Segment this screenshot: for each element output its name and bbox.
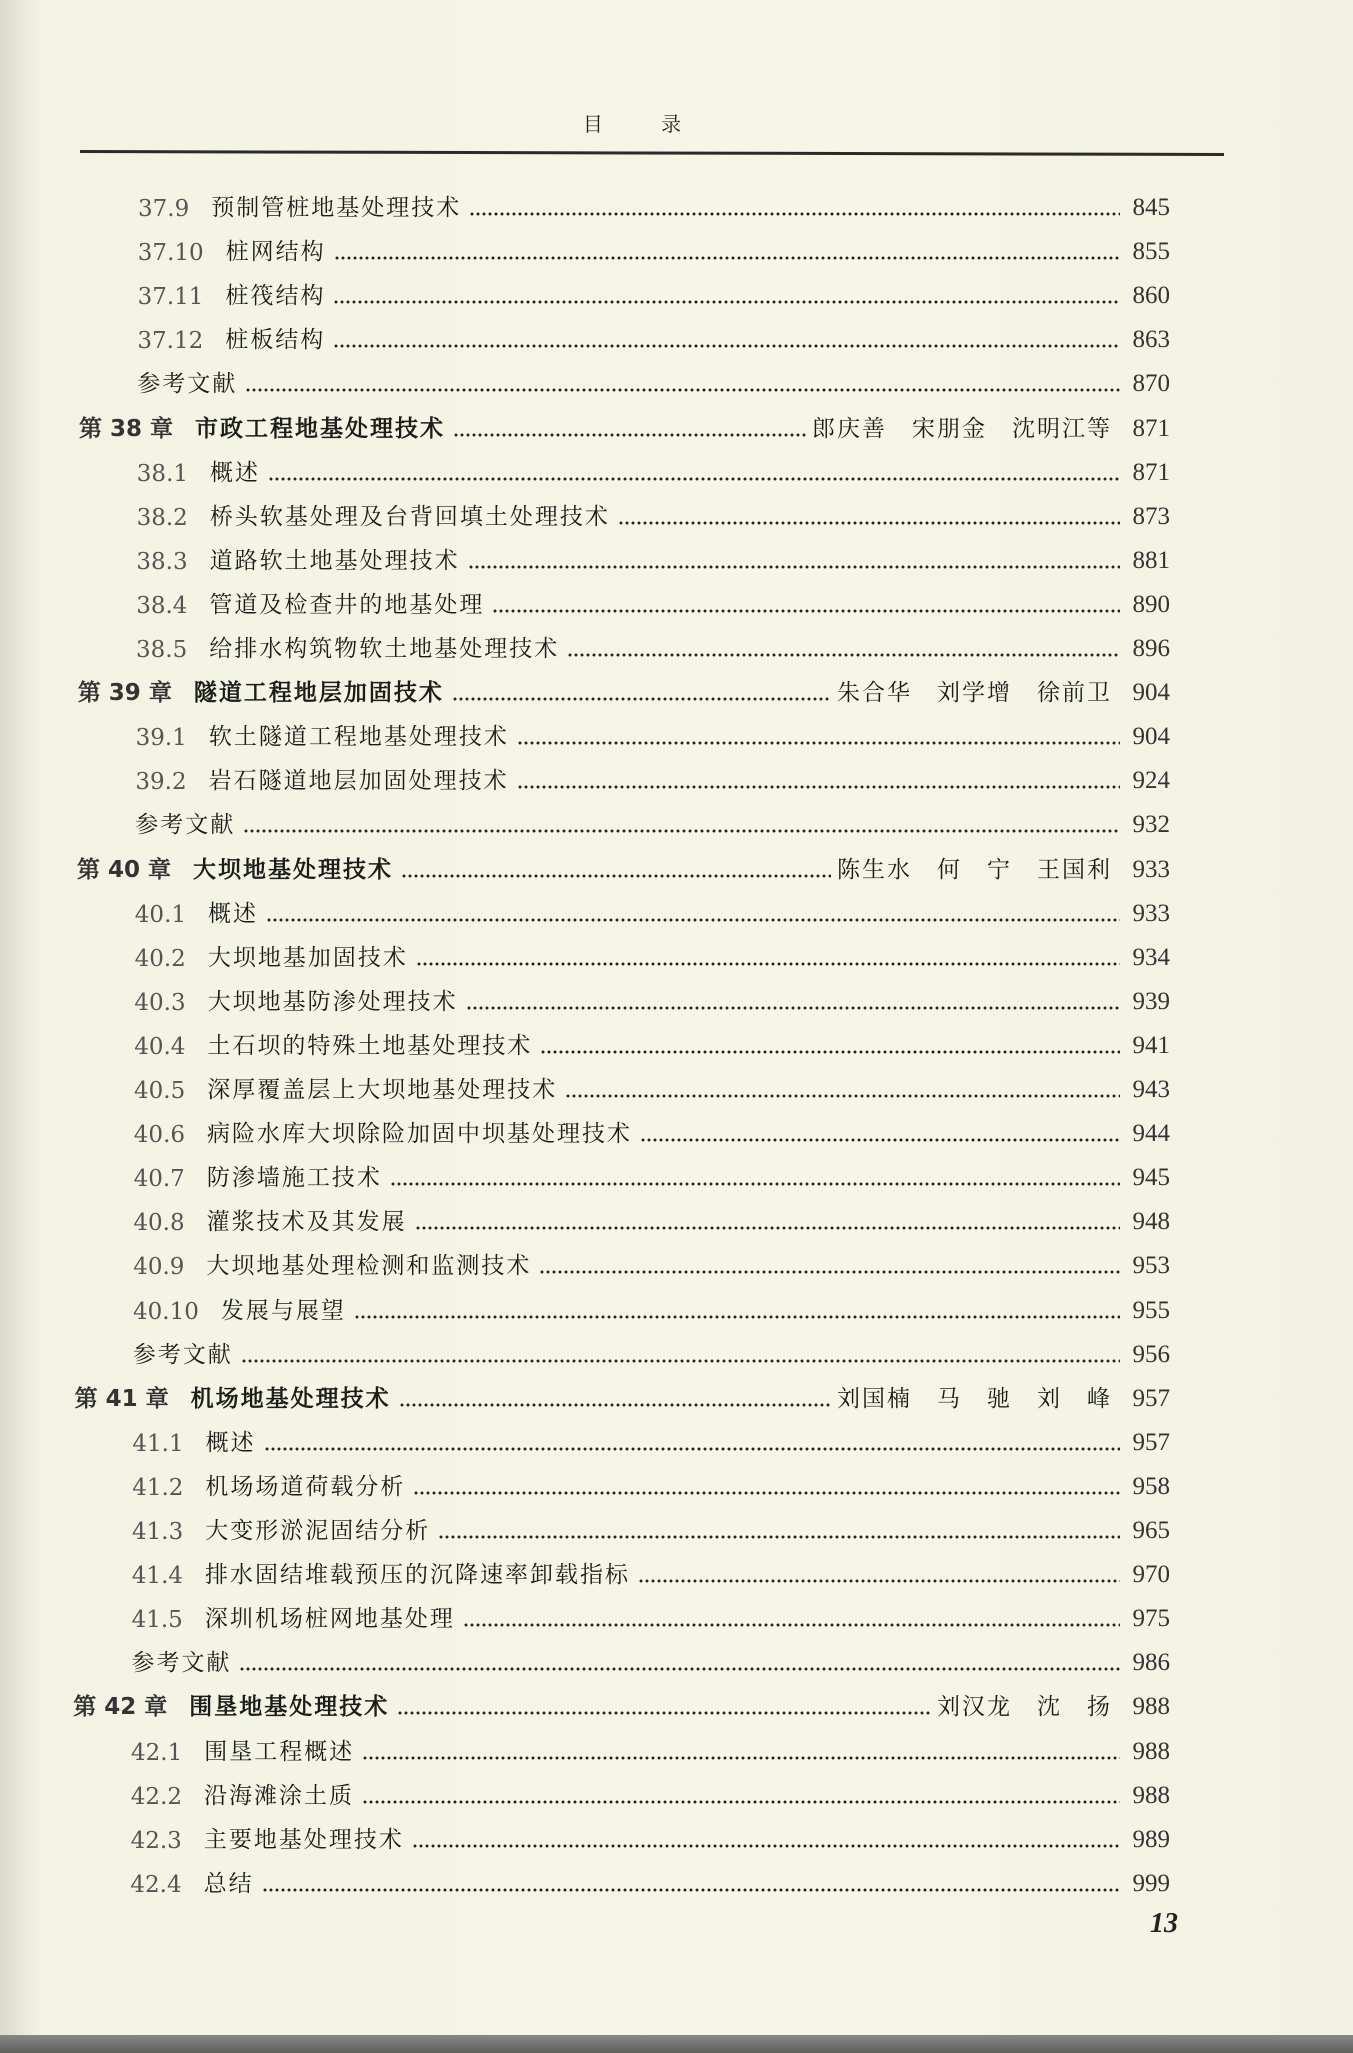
dot-leader	[362, 1756, 1120, 1760]
dot-leader	[567, 653, 1120, 657]
chapter-authors: 朱合华 刘学增 徐前卫	[836, 680, 1112, 707]
section-number: 39.1	[135, 725, 187, 752]
toc-section-entry[interactable]	[135, 928, 1170, 972]
entry-title: 土石坝的特殊土地基处理技术	[207, 1032, 533, 1059]
entry-title: 道路软土地基处理技术	[209, 547, 460, 574]
dot-leader	[413, 1491, 1120, 1495]
entry-page-number: 988	[1132, 1737, 1170, 1765]
section-number: 40.8	[133, 1210, 185, 1237]
dot-leader	[266, 918, 1120, 922]
section-number: 42.3	[130, 1827, 182, 1854]
section-number: 40.7	[133, 1166, 185, 1193]
toc-section-entry[interactable]	[133, 1281, 1170, 1325]
entry-title: 参考文献	[131, 1650, 232, 1677]
entry-title: 大变形淤泥固结分析	[205, 1518, 431, 1544]
toc-section-entry[interactable]	[131, 1722, 1170, 1766]
dot-leader	[466, 1006, 1120, 1010]
entry-title: 参考文献	[135, 812, 236, 839]
dot-leader	[334, 256, 1120, 260]
section-number: 42.2	[130, 1783, 183, 1810]
chapter-number: 第 40 章	[77, 856, 172, 883]
dot-leader	[239, 1667, 1120, 1671]
toc-references-entry[interactable]	[131, 1633, 1170, 1677]
entry-title: 桩板结构	[225, 327, 326, 354]
dot-leader	[469, 212, 1120, 216]
toc-section-entry[interactable]	[138, 178, 1170, 222]
toc-section-entry[interactable]	[136, 619, 1170, 663]
entry-title: 病险水库大坝除险加固中坝基处理技术	[207, 1121, 633, 1148]
section-number: 38.4	[136, 592, 188, 619]
entry-title: 管道及检查井的地基处理	[209, 591, 485, 618]
toc-section-entry[interactable]	[136, 575, 1170, 619]
entry-title: 深厚覆盖层上大坝地基处理技术	[207, 1077, 558, 1103]
dot-leader	[241, 1359, 1120, 1363]
entry-title: 机场地基处理技术	[190, 1385, 391, 1412]
dot-leader	[262, 1888, 1120, 1892]
section-number: 41.4	[131, 1563, 184, 1590]
entry-page-number: 873	[1132, 502, 1170, 530]
dot-leader	[638, 1579, 1120, 1583]
dot-leader	[452, 697, 831, 701]
dot-leader	[517, 741, 1120, 745]
toc-chapter-entry[interactable]	[75, 1369, 1170, 1413]
entry-page-number: 986	[1132, 1649, 1170, 1677]
dot-leader	[438, 1535, 1120, 1539]
section-number: 41.1	[132, 1430, 184, 1457]
entry-title: 参考文献	[132, 1341, 233, 1368]
toc-section-entry[interactable]	[130, 1854, 1170, 1898]
toc-section-entry[interactable]	[137, 443, 1170, 487]
dot-leader	[354, 1315, 1120, 1319]
toc-section-entry[interactable]	[134, 1060, 1170, 1104]
section-number: 40.10	[133, 1298, 199, 1325]
entry-page-number: 871	[1132, 414, 1170, 442]
section-number: 37.9	[138, 196, 190, 222]
toc-section-entry[interactable]	[134, 1016, 1170, 1060]
entry-page-number: 948	[1132, 1208, 1170, 1236]
dot-leader	[565, 1094, 1120, 1098]
toc-chapter-entry[interactable]	[77, 840, 1170, 884]
chapter-number: 第 41 章	[74, 1385, 169, 1412]
dot-leader	[463, 1623, 1120, 1627]
entry-page-number: 958	[1132, 1472, 1170, 1500]
entry-page-number: 943	[1132, 1076, 1170, 1103]
entry-page-number: 904	[1132, 679, 1170, 707]
dot-leader	[468, 565, 1120, 569]
header-rule	[80, 150, 1224, 156]
toc-section-entry[interactable]	[137, 487, 1170, 531]
toc-section-entry[interactable]	[137, 310, 1170, 354]
section-number: 38.2	[136, 504, 188, 531]
entry-title: 发展与展望	[220, 1297, 346, 1324]
section-number: 37.11	[137, 284, 204, 311]
entry-page-number: 941	[1132, 1031, 1170, 1059]
entry-title: 给排水构筑物软土地基处理技术	[209, 636, 560, 662]
entry-title: 预制管桩地基处理技术	[211, 195, 462, 221]
dot-leader	[243, 829, 1120, 833]
toc-section-entry[interactable]	[133, 1236, 1170, 1280]
toc-section-entry[interactable]	[136, 531, 1170, 575]
toc-section-entry[interactable]	[132, 1413, 1170, 1457]
entry-page-number: 932	[1132, 811, 1170, 839]
toc-references-entry[interactable]	[137, 354, 1170, 398]
entry-page-number: 988	[1132, 1781, 1170, 1809]
toc-chapter-entry[interactable]	[73, 1677, 1170, 1721]
entry-page-number: 957	[1132, 1384, 1170, 1412]
entry-page-number: 933	[1132, 855, 1170, 883]
entry-page-number: 989	[1132, 1825, 1170, 1853]
entry-title: 大坝地基防渗处理技术	[207, 988, 458, 1015]
toc-section-entry[interactable]	[136, 707, 1170, 751]
section-number: 42.1	[131, 1739, 183, 1766]
toc-section-entry[interactable]	[133, 1192, 1170, 1236]
toc-references-entry[interactable]	[135, 795, 1170, 839]
toc-chapter-entry[interactable]	[78, 663, 1170, 707]
entry-title: 桩筏结构	[225, 283, 326, 310]
entry-page-number: 970	[1132, 1561, 1170, 1589]
entry-title: 桥头软基处理及台背回填土处理技术	[209, 503, 610, 530]
entry-title: 机场场道荷载分析	[205, 1473, 406, 1500]
chapter-number: 第 39 章	[77, 680, 172, 707]
entry-title: 深圳机场桩网地基处理	[204, 1606, 455, 1633]
toc-references-entry[interactable]	[133, 1325, 1170, 1369]
entry-page-number: 933	[1132, 899, 1170, 927]
entry-page-number: 955	[1132, 1296, 1170, 1324]
entry-title: 大坝地基处理技术	[193, 856, 394, 883]
toc-chapter-entry[interactable]	[79, 399, 1170, 443]
entry-title: 灌浆技术及其发展	[206, 1209, 407, 1236]
toc-section-entry[interactable]	[132, 1589, 1170, 1633]
section-number: 41.5	[131, 1607, 183, 1634]
entry-title: 主要地基处理技术	[203, 1826, 404, 1853]
dot-leader	[492, 609, 1120, 613]
entry-page-number: 953	[1132, 1252, 1170, 1280]
entry-title: 沿海滩涂土质	[204, 1782, 355, 1809]
entry-title: 桩网结构	[225, 239, 326, 266]
section-number: 41.3	[132, 1519, 184, 1545]
entry-page-number: 944	[1132, 1120, 1170, 1148]
toc-section-entry[interactable]	[134, 1104, 1170, 1148]
toc-section-entry[interactable]	[131, 1810, 1170, 1854]
entry-title: 参考文献	[137, 371, 238, 398]
entry-page-number: 965	[1132, 1517, 1170, 1544]
section-number: 41.2	[132, 1474, 184, 1501]
chapter-authors: 刘汉龙 沈 扬	[936, 1694, 1112, 1721]
section-number: 38.5	[136, 637, 188, 663]
entry-title: 概述	[205, 1429, 256, 1456]
entry-title: 隧道工程地层加固技术	[193, 680, 444, 707]
section-number: 37.10	[137, 240, 204, 267]
entry-title: 总结	[203, 1870, 254, 1897]
entry-title: 市政工程地基处理技术	[195, 415, 446, 442]
dot-leader	[264, 1447, 1120, 1451]
entry-page-number: 855	[1132, 238, 1170, 266]
entry-title: 概述	[208, 900, 259, 927]
toc-section-entry[interactable]	[132, 1457, 1170, 1501]
page-number: 13	[1150, 1908, 1178, 1939]
chapter-number: 第 38 章	[79, 415, 174, 442]
section-number: 37.12	[137, 328, 204, 355]
chapter-authors: 陈生水 何 宁 王国利	[837, 856, 1112, 883]
dot-leader	[401, 874, 831, 878]
scan-edge	[0, 2035, 1353, 2053]
section-number: 42.4	[130, 1871, 182, 1898]
entry-title: 大坝地基处理检测和监测技术	[206, 1253, 532, 1280]
chapter-authors: 刘国楠 马 驰 刘 峰	[836, 1385, 1112, 1412]
entry-title: 软土隧道工程地基处理技术	[208, 724, 509, 751]
toc-section-entry[interactable]	[138, 266, 1170, 310]
entry-page-number: 870	[1132, 370, 1170, 398]
dot-leader	[362, 1800, 1120, 1804]
section-number: 38.1	[136, 460, 189, 487]
dot-leader	[333, 300, 1120, 304]
dot-leader	[397, 1711, 931, 1715]
toc-section-entry[interactable]	[138, 222, 1170, 266]
entry-title: 围垦工程概述	[204, 1738, 355, 1765]
dot-leader	[333, 344, 1120, 348]
toc-section-entry[interactable]	[132, 1501, 1170, 1545]
dot-leader	[268, 477, 1120, 481]
chapter-number: 第 42 章	[73, 1694, 168, 1721]
dot-leader	[390, 1182, 1120, 1186]
toc-section-entry[interactable]	[132, 1545, 1170, 1589]
entry-page-number: 863	[1132, 326, 1170, 354]
entry-page-number: 975	[1132, 1605, 1170, 1633]
entry-page-number: 924	[1132, 767, 1170, 795]
dot-leader	[517, 785, 1120, 789]
section-number: 40.4	[134, 1033, 186, 1060]
entry-page-number: 988	[1132, 1693, 1170, 1721]
dot-leader	[540, 1050, 1120, 1054]
toc-section-entry[interactable]	[135, 884, 1170, 928]
section-number: 38.3	[136, 548, 188, 575]
entry-page-number: 890	[1132, 590, 1170, 618]
entry-page-number: 945	[1132, 1164, 1170, 1192]
entry-page-number: 956	[1132, 1340, 1170, 1368]
entry-page-number: 896	[1132, 635, 1170, 662]
toc-section-entry[interactable]	[134, 1148, 1170, 1192]
entry-page-number: 934	[1132, 943, 1170, 971]
entry-page-number: 904	[1132, 723, 1170, 751]
dot-leader	[539, 1270, 1120, 1274]
entry-page-number: 871	[1132, 458, 1170, 486]
entry-page-number: 939	[1132, 987, 1170, 1015]
dot-leader	[399, 1403, 831, 1407]
section-number: 39.2	[135, 769, 187, 796]
toc-section-entry[interactable]	[135, 751, 1170, 795]
section-number: 40.9	[133, 1254, 185, 1281]
entry-title: 围垦地基处理技术	[189, 1694, 390, 1721]
dot-leader	[415, 1226, 1120, 1230]
entry-page-number: 881	[1132, 546, 1170, 574]
entry-title: 防渗墙施工技术	[206, 1165, 382, 1192]
entry-title: 排水固结堆载预压的沉降速率卸载指标	[205, 1562, 631, 1589]
section-number: 40.3	[134, 989, 186, 1016]
chapter-authors: 郎庆善 宋朋金 沈明江等	[812, 415, 1112, 442]
entry-page-number: 999	[1132, 1869, 1170, 1897]
dot-leader	[618, 521, 1120, 525]
section-number: 40.6	[133, 1122, 186, 1149]
dot-leader	[245, 388, 1120, 392]
entry-page-number: 845	[1132, 194, 1170, 221]
entry-page-number: 957	[1132, 1428, 1170, 1456]
entry-title: 大坝地基加固技术	[207, 944, 408, 971]
section-number: 40.5	[134, 1078, 186, 1104]
dot-leader	[453, 433, 806, 437]
dot-leader	[640, 1138, 1120, 1142]
dot-leader	[412, 1844, 1120, 1848]
running-header: 目 录	[582, 112, 708, 136]
entry-title: 岩石隧道地层加固处理技术	[208, 768, 509, 795]
section-number: 40.1	[134, 901, 187, 928]
entry-page-number: 860	[1132, 282, 1170, 310]
entry-title: 概述	[210, 459, 261, 486]
section-number: 40.2	[134, 945, 186, 972]
toc-section-entry[interactable]	[134, 972, 1170, 1016]
dot-leader	[416, 962, 1120, 966]
toc-section-entry[interactable]	[131, 1766, 1170, 1810]
